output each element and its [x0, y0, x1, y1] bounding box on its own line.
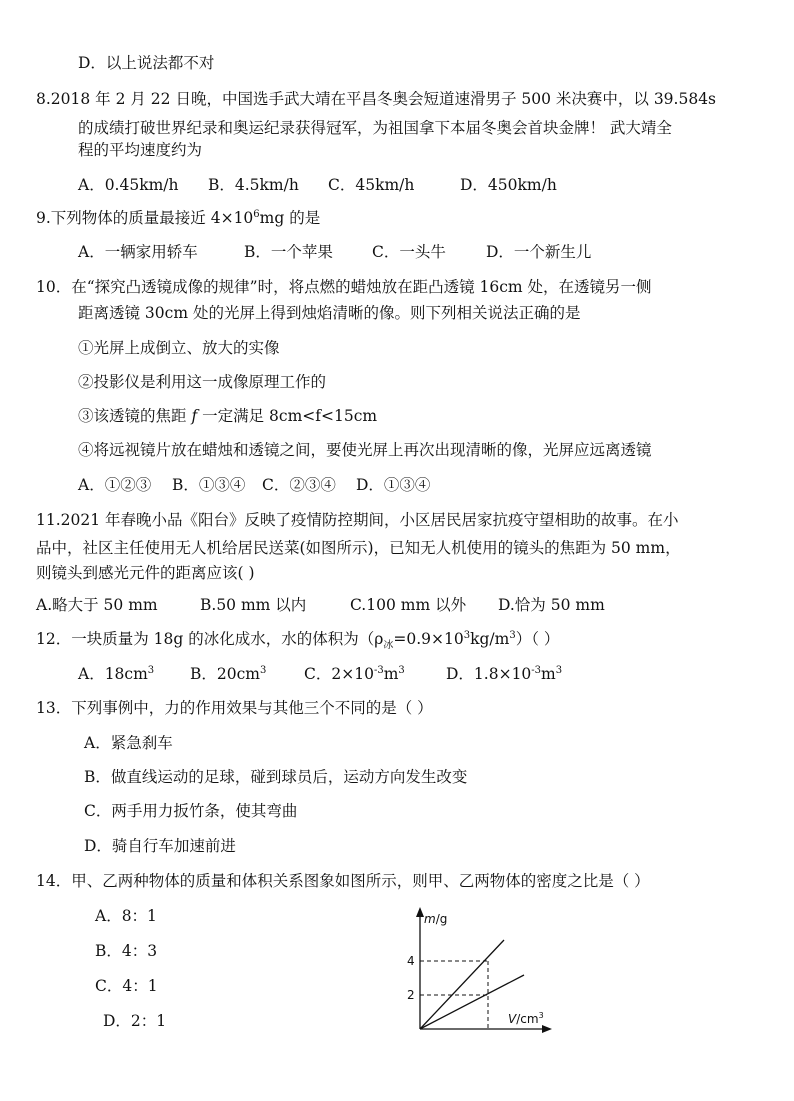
- y-axis-arrow-icon: [416, 907, 424, 917]
- q13-option-d: D．骑自行车加速前进: [84, 837, 236, 855]
- q10-stem-line1: 10．在“探究凸透镜成像的规律”时，将点燃的蜡烛放在距凸透镜 16cm 处，在透镜另一侧: [36, 278, 652, 296]
- mass-volume-chart: [396, 905, 566, 1040]
- q11-option-d: D.恰为 50 mm: [498, 596, 605, 614]
- q10-option-d: D．①③④: [356, 476, 431, 494]
- q7-option-d: D．以上说法都不对: [78, 54, 215, 72]
- q10-stem-line2: 距离透镜 30cm 处的光屏上得到烛焰清晰的像。则下列相关说法正确的是: [78, 304, 581, 322]
- q13-option-c: C．两手用力扳竹条，使其弯曲: [84, 802, 298, 820]
- q10-statement-1: ①光屏上成倒立、放大的实像: [78, 339, 280, 357]
- q8-option-b: B．4.5km/h: [208, 176, 299, 194]
- q9-option-d: D．一个新生儿: [486, 243, 592, 261]
- q9-option-a: A．一辆家用轿车: [78, 243, 198, 261]
- q10-option-b: B．①③④: [172, 476, 246, 494]
- q12-option-a: A．$18cm^3$: [78, 665, 155, 683]
- q13-stem: 13．下列事例中，力的作用效果与其他三个不同的是（ ）: [36, 699, 433, 717]
- q12-stem: 12．一块质量为 18g 的冰化成水，水的体积为$(\rho_冰=0.9\times 10^3kg/m^3)$（ ）: [36, 630, 560, 652]
- q9-option-c: C．一头牛: [372, 243, 446, 261]
- q11-option-a: A.略大于 50 mm: [36, 596, 158, 614]
- q13-option-a: A．紧急刹车: [84, 734, 173, 752]
- q10-statement-3: ③该透镜的焦距 f 一定满足 8cm<f<15cm: [78, 407, 378, 425]
- q9-stem: 9.下列物体的质量最接近 $4\times 10^6mg$ 的是: [36, 209, 321, 227]
- q11-stem-line2: 品中，社区主任使用无人机给居民送菜(如图所示)，已知无人机使用的镜头的焦距为 50 mm，: [36, 539, 681, 557]
- q10-statement-2: ②投影仪是利用这一成像原理工作的: [78, 373, 327, 391]
- q10-statement-4: ④将远视镜片放在蜡烛和透镜之间，要使光屏上再次出现清晰的像，光屏应远离透镜: [78, 441, 652, 459]
- y-axis-label: m/g: [424, 912, 448, 926]
- q14-option-d: D．2：1: [103, 1012, 167, 1030]
- q8-stem-line2: 的成绩打破世界纪录和奥运纪录获得冠军，为祖国拿下本届冬奥会首块金牌！ 武大靖全: [78, 119, 672, 137]
- q12-option-d: D．$1.8\times 10^{-3}m^3$: [446, 665, 563, 683]
- q12-option-c: C．$2\times 10^{-3}m^3$: [304, 665, 405, 683]
- q11-stem-line1: 11.2021 年春晚小品《阳台》反映了疫情防控期间，小区居民居家抗疫守望相助的故事。在小: [36, 511, 679, 529]
- q14-stem: 14．甲、乙两种物体的质量和体积关系图象如图所示，则甲、乙两物体的密度之比是（ ）: [36, 872, 650, 890]
- q11-option-c: C.100 mm 以外: [350, 596, 467, 614]
- y-tick-4: 4: [407, 954, 415, 968]
- q14-option-c: C．4：1: [95, 977, 158, 995]
- q10-option-a: A．①②③: [78, 476, 152, 494]
- q13-option-b: B．做直线运动的足球，碰到球员后，运动方向发生改变: [84, 768, 468, 786]
- q11-stem-line3: 则镜头到感光元件的距离应该( ): [36, 564, 255, 582]
- x-axis-label: $V/cm^3$: [508, 1011, 544, 1026]
- x-axis-arrow-icon: [542, 1025, 552, 1033]
- q12-option-b: B．$20cm^3$: [190, 665, 267, 683]
- q14-option-a: A．8：1: [95, 907, 157, 925]
- q10-option-c: C．②③④: [262, 476, 336, 494]
- q11-option-b: B.50 mm 以内: [200, 596, 307, 614]
- q8-option-c: C．45km/h: [328, 176, 415, 194]
- q14-option-b: B．4：3: [95, 942, 158, 960]
- q8-option-a: A．0.45km/h: [78, 176, 179, 194]
- series-jia-line: [420, 940, 504, 1029]
- y-tick-2: 2: [407, 988, 415, 1002]
- q9-option-b: B．一个苹果: [244, 243, 333, 261]
- q8-stem-line3: 程的平均速度约为: [78, 141, 203, 159]
- q8-option-d: D．450km/h: [460, 176, 557, 194]
- q8-stem-line1: 8.2018 年 2 月 22 日晚，中国选手武大靖在平昌冬奥会短道速滑男子 500 米决赛中，以 39.584s: [36, 90, 717, 108]
